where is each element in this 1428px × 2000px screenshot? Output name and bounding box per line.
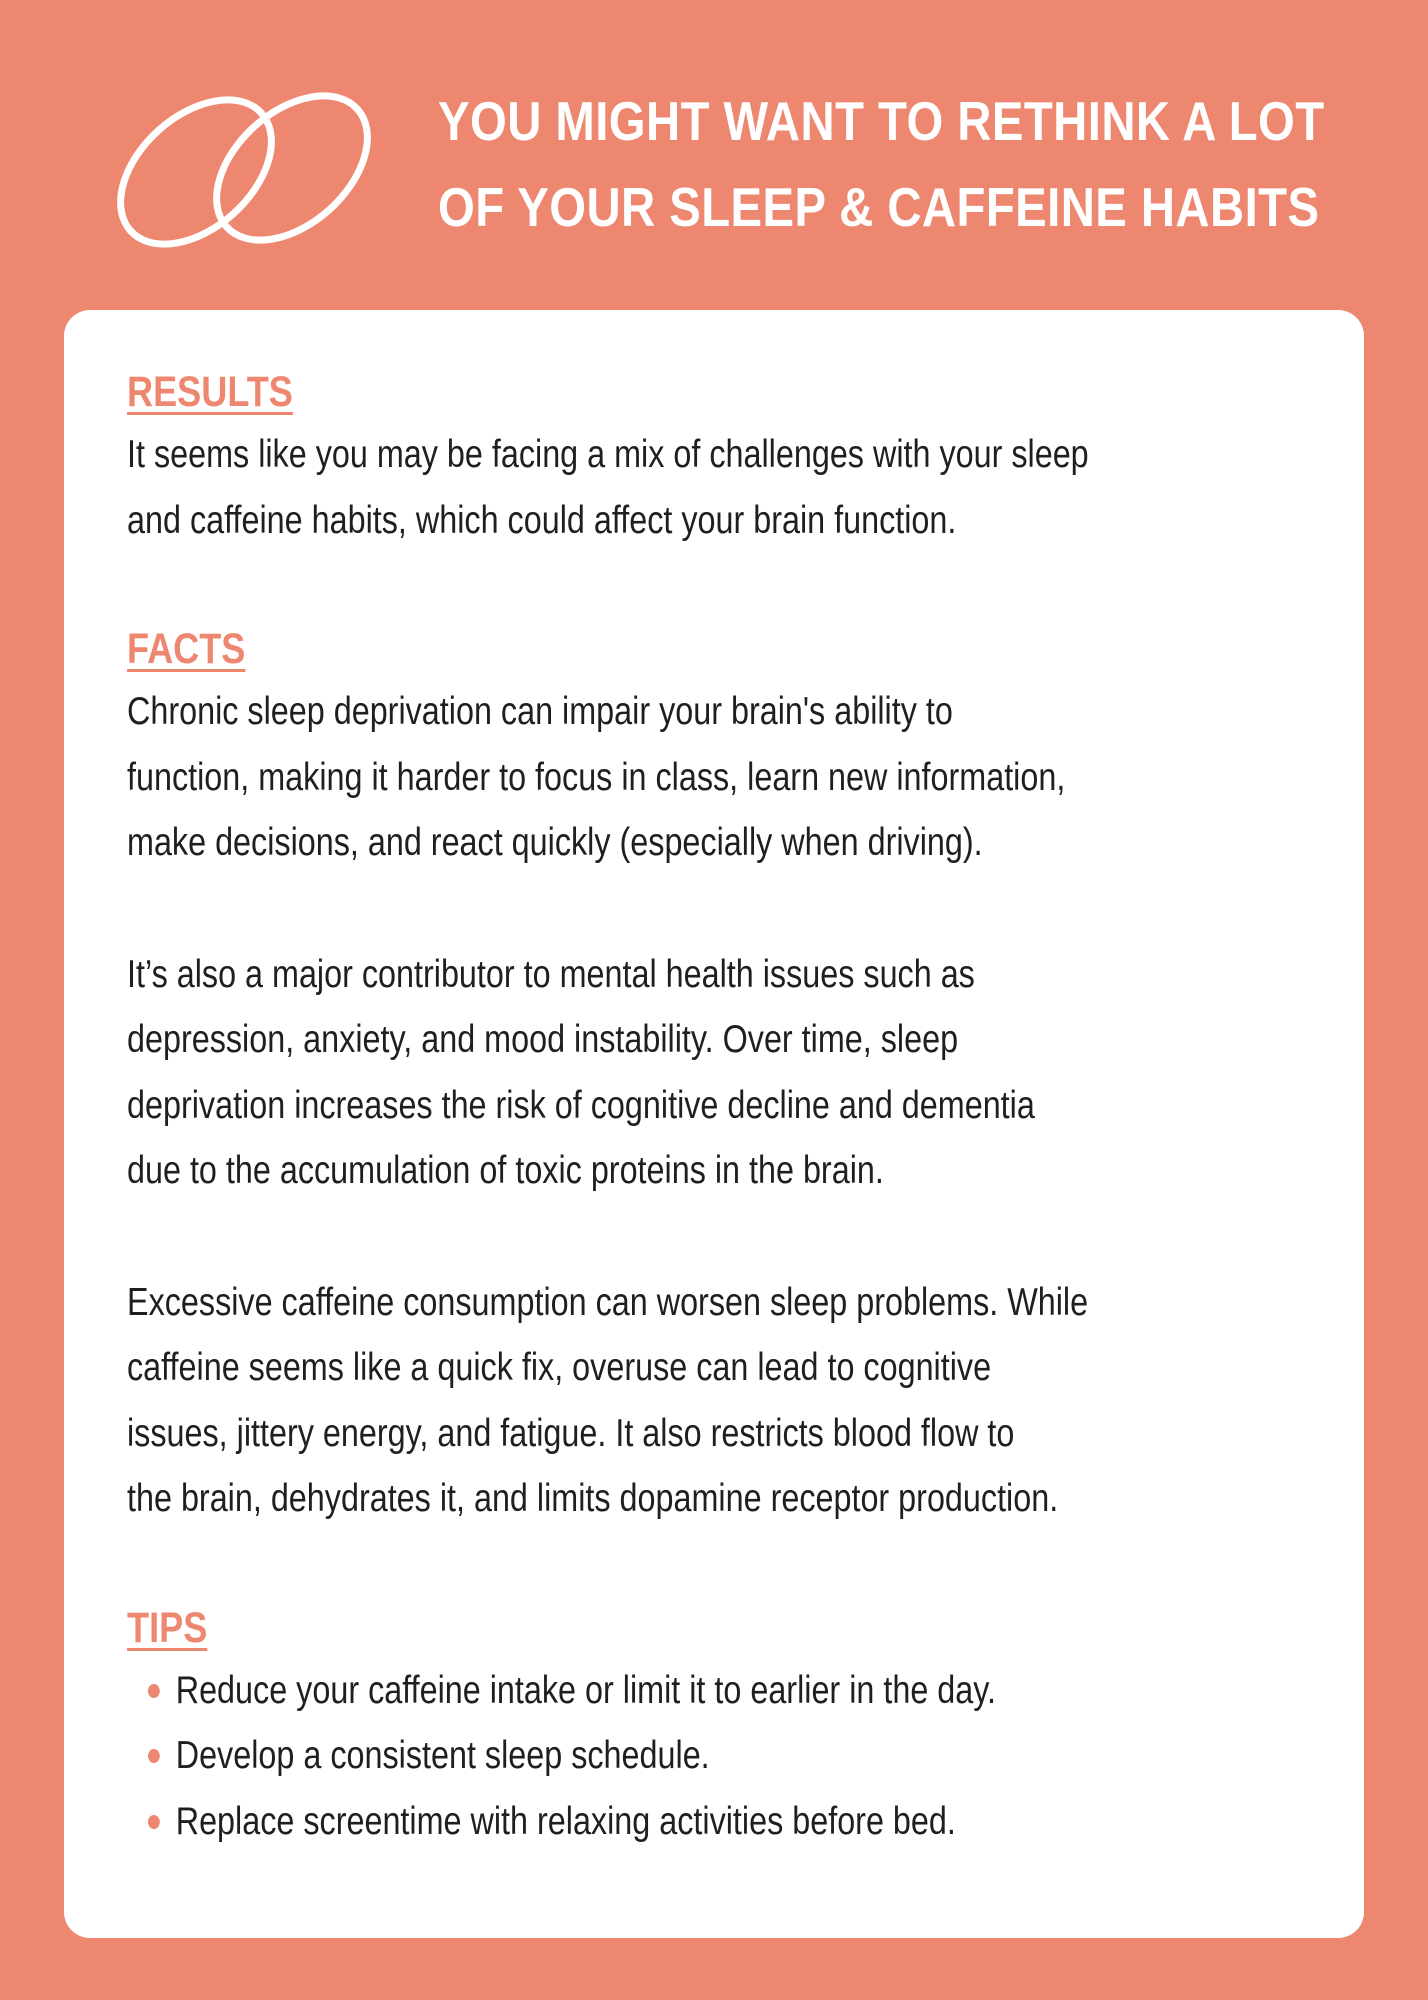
facts-paragraph-sleep xyxy=(127,679,1269,876)
results-paragraph xyxy=(127,422,1269,553)
bullet-icon xyxy=(148,1749,160,1763)
page-title xyxy=(438,78,1384,250)
results-heading: RESULTS xyxy=(127,368,293,416)
bullet-icon xyxy=(148,1684,160,1698)
facts-line: function, making it harder to focus in class, learn new information, xyxy=(127,755,1066,799)
facts-line: the brain, dehydrates it, and limits dopamine receptor production. xyxy=(127,1477,1059,1520)
facts-line: make decisions, and react quickly (especially when driving). xyxy=(127,821,983,864)
bullet-icon xyxy=(148,1815,160,1829)
results-line: It seems like you may be facing a mix of challenges with your sleep xyxy=(127,433,1089,476)
facts-line: issues, jittery energy, and fatigue. It also restricts blood flow to xyxy=(127,1411,1015,1455)
facts-line: depression, anxiety, and mood instability. Over time, sleep xyxy=(127,1018,959,1061)
page-title-line: YOU MIGHT WANT TO RETHINK A LOT xyxy=(438,90,1325,152)
interlocking-rings-logo-icon xyxy=(96,56,406,256)
tip-text: Replace screentime with relaxing activities before bed. xyxy=(175,1799,956,1843)
facts-heading: FACTS xyxy=(127,625,246,673)
card-content xyxy=(127,362,1269,1854)
facts-line: due to the accumulation of toxic proteins in the brain. xyxy=(127,1149,884,1192)
facts-line: deprivation increases the risk of cognitive decline and dementia xyxy=(127,1083,1035,1127)
list-item xyxy=(176,1789,1270,1855)
facts-line: Chronic sleep deprivation can impair your brain's ability to xyxy=(127,690,953,733)
facts-paragraph-mental-health xyxy=(127,942,1269,1204)
facts-line: It’s also a major contributor to mental health issues such as xyxy=(127,952,975,996)
tips-heading: TIPS xyxy=(127,1603,208,1652)
facts-line: caffeine seems like a quick fix, overuse can lead to cognitive xyxy=(127,1346,992,1389)
tips-list xyxy=(127,1658,1269,1855)
results-line: and caffeine habits, which could affect your brain function. xyxy=(127,498,957,542)
results-card xyxy=(64,310,1364,1938)
list-item xyxy=(176,1658,1270,1724)
tip-text: Develop a consistent sleep schedule. xyxy=(175,1734,710,1777)
list-item xyxy=(176,1723,1270,1789)
facts-line: Excessive caffeine consumption can worsen sleep problems. While xyxy=(127,1280,1089,1324)
facts-paragraph-caffeine xyxy=(127,1270,1269,1532)
tip-text: Reduce your caffeine intake or limit it to earlier in the day. xyxy=(175,1668,997,1712)
page-title-line: OF YOUR SLEEP & CAFFEINE HABITS xyxy=(438,176,1320,238)
